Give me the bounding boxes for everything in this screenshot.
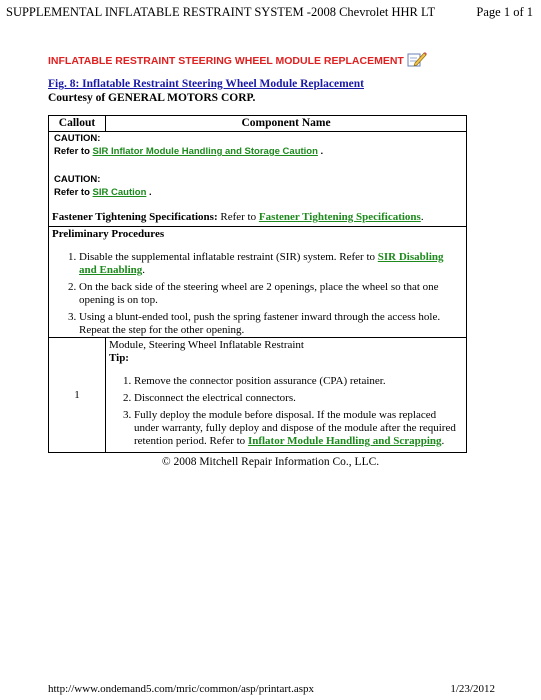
- pencil-note-icon[interactable]: [407, 51, 427, 67]
- caution-text-1: Refer to SIR Inflator Module Handling and Storage Caution .: [54, 146, 324, 157]
- caution-label-2: CAUTION:: [54, 174, 101, 185]
- figure-link[interactable]: Fig. 8: Inflatable Restraint Steering Wheel Module Replacement: [48, 78, 364, 90]
- procedure-title-text: INFLATABLE RESTRAINT STEERING WHEEL MODULE REPLACEMENT: [48, 55, 404, 67]
- caution-text-2: Refer to SIR Caution .: [54, 187, 152, 198]
- header-callout: Callout: [49, 116, 106, 132]
- footer-url: http://www.ondemand5.com/mric/common/asp/printart.aspx: [48, 683, 314, 695]
- inflator-scrapping-link[interactable]: Inflator Module Handling and Scrapping: [247, 435, 442, 447]
- list-item: 3. Fully deploy the module before disposal. If the module was replaced under warranty, fully deploy and dispose of the module after the required retention period. Refer to Inflator Module Handling and Scrapping.: [134, 409, 460, 448]
- procedure-table: [48, 115, 467, 453]
- list-item: 2. Disconnect the electrical connectors.: [134, 392, 460, 405]
- header-component-name: Component Name: [106, 116, 467, 132]
- caution-label-1: CAUTION:: [54, 133, 101, 144]
- footer-date: 1/23/2012: [450, 683, 495, 695]
- sir-inflator-handling-link[interactable]: SIR Inflator Module Handling and Storage Caution: [92, 146, 318, 157]
- procedure-title: [48, 51, 427, 67]
- tip-label: Tip:: [109, 352, 129, 364]
- preliminary-steps: [49, 251, 466, 337]
- list-item: 3. Using a blunt-ended tool, push the spring fastener inward through the access hole. Repeat the step for the other opening.: [79, 311, 460, 337]
- table-row: [49, 338, 467, 453]
- fastener-spec-line: Fastener Tightening Specifications: Refer to Fastener Tightening Specifications.: [52, 211, 424, 223]
- callout-number: 1: [49, 338, 106, 453]
- fastener-spec-link[interactable]: Fastener Tightening Specifications: [258, 211, 421, 223]
- component-name: Module, Steering Wheel Inflatable Restraint: [109, 339, 304, 351]
- copyright-notice: © 2008 Mitchell Repair Information Co., LLC.: [161, 456, 380, 468]
- sir-disabling-link[interactable]: SIR Disabling and Enabling: [79, 251, 444, 276]
- page-number: Page 1 of 1: [476, 5, 533, 19]
- courtesy-line: Courtesy of GENERAL MOTORS CORP.: [48, 92, 256, 104]
- preliminary-row: [49, 227, 467, 338]
- print-header-title: SUPPLEMENTAL INFLATABLE RESTRAINT SYSTEM -2008 Chevrolet HHR LT: [6, 5, 436, 19]
- tip-steps: [106, 375, 466, 448]
- preliminary-title: Preliminary Procedures: [52, 228, 165, 240]
- list-item: 1. Disable the supplemental inflatable restraint (SIR) system. Refer to SIR Disabling and Enabling.: [79, 251, 460, 277]
- sir-caution-link[interactable]: SIR Caution: [92, 187, 147, 198]
- list-item: 2. On the back side of the steering wheel are 2 openings, place the wheel so that one opening is on top.: [79, 281, 460, 307]
- table-header-row: [49, 116, 467, 132]
- list-item: 1. Remove the connector position assurance (CPA) retainer.: [134, 375, 460, 388]
- notes-row: [49, 132, 467, 227]
